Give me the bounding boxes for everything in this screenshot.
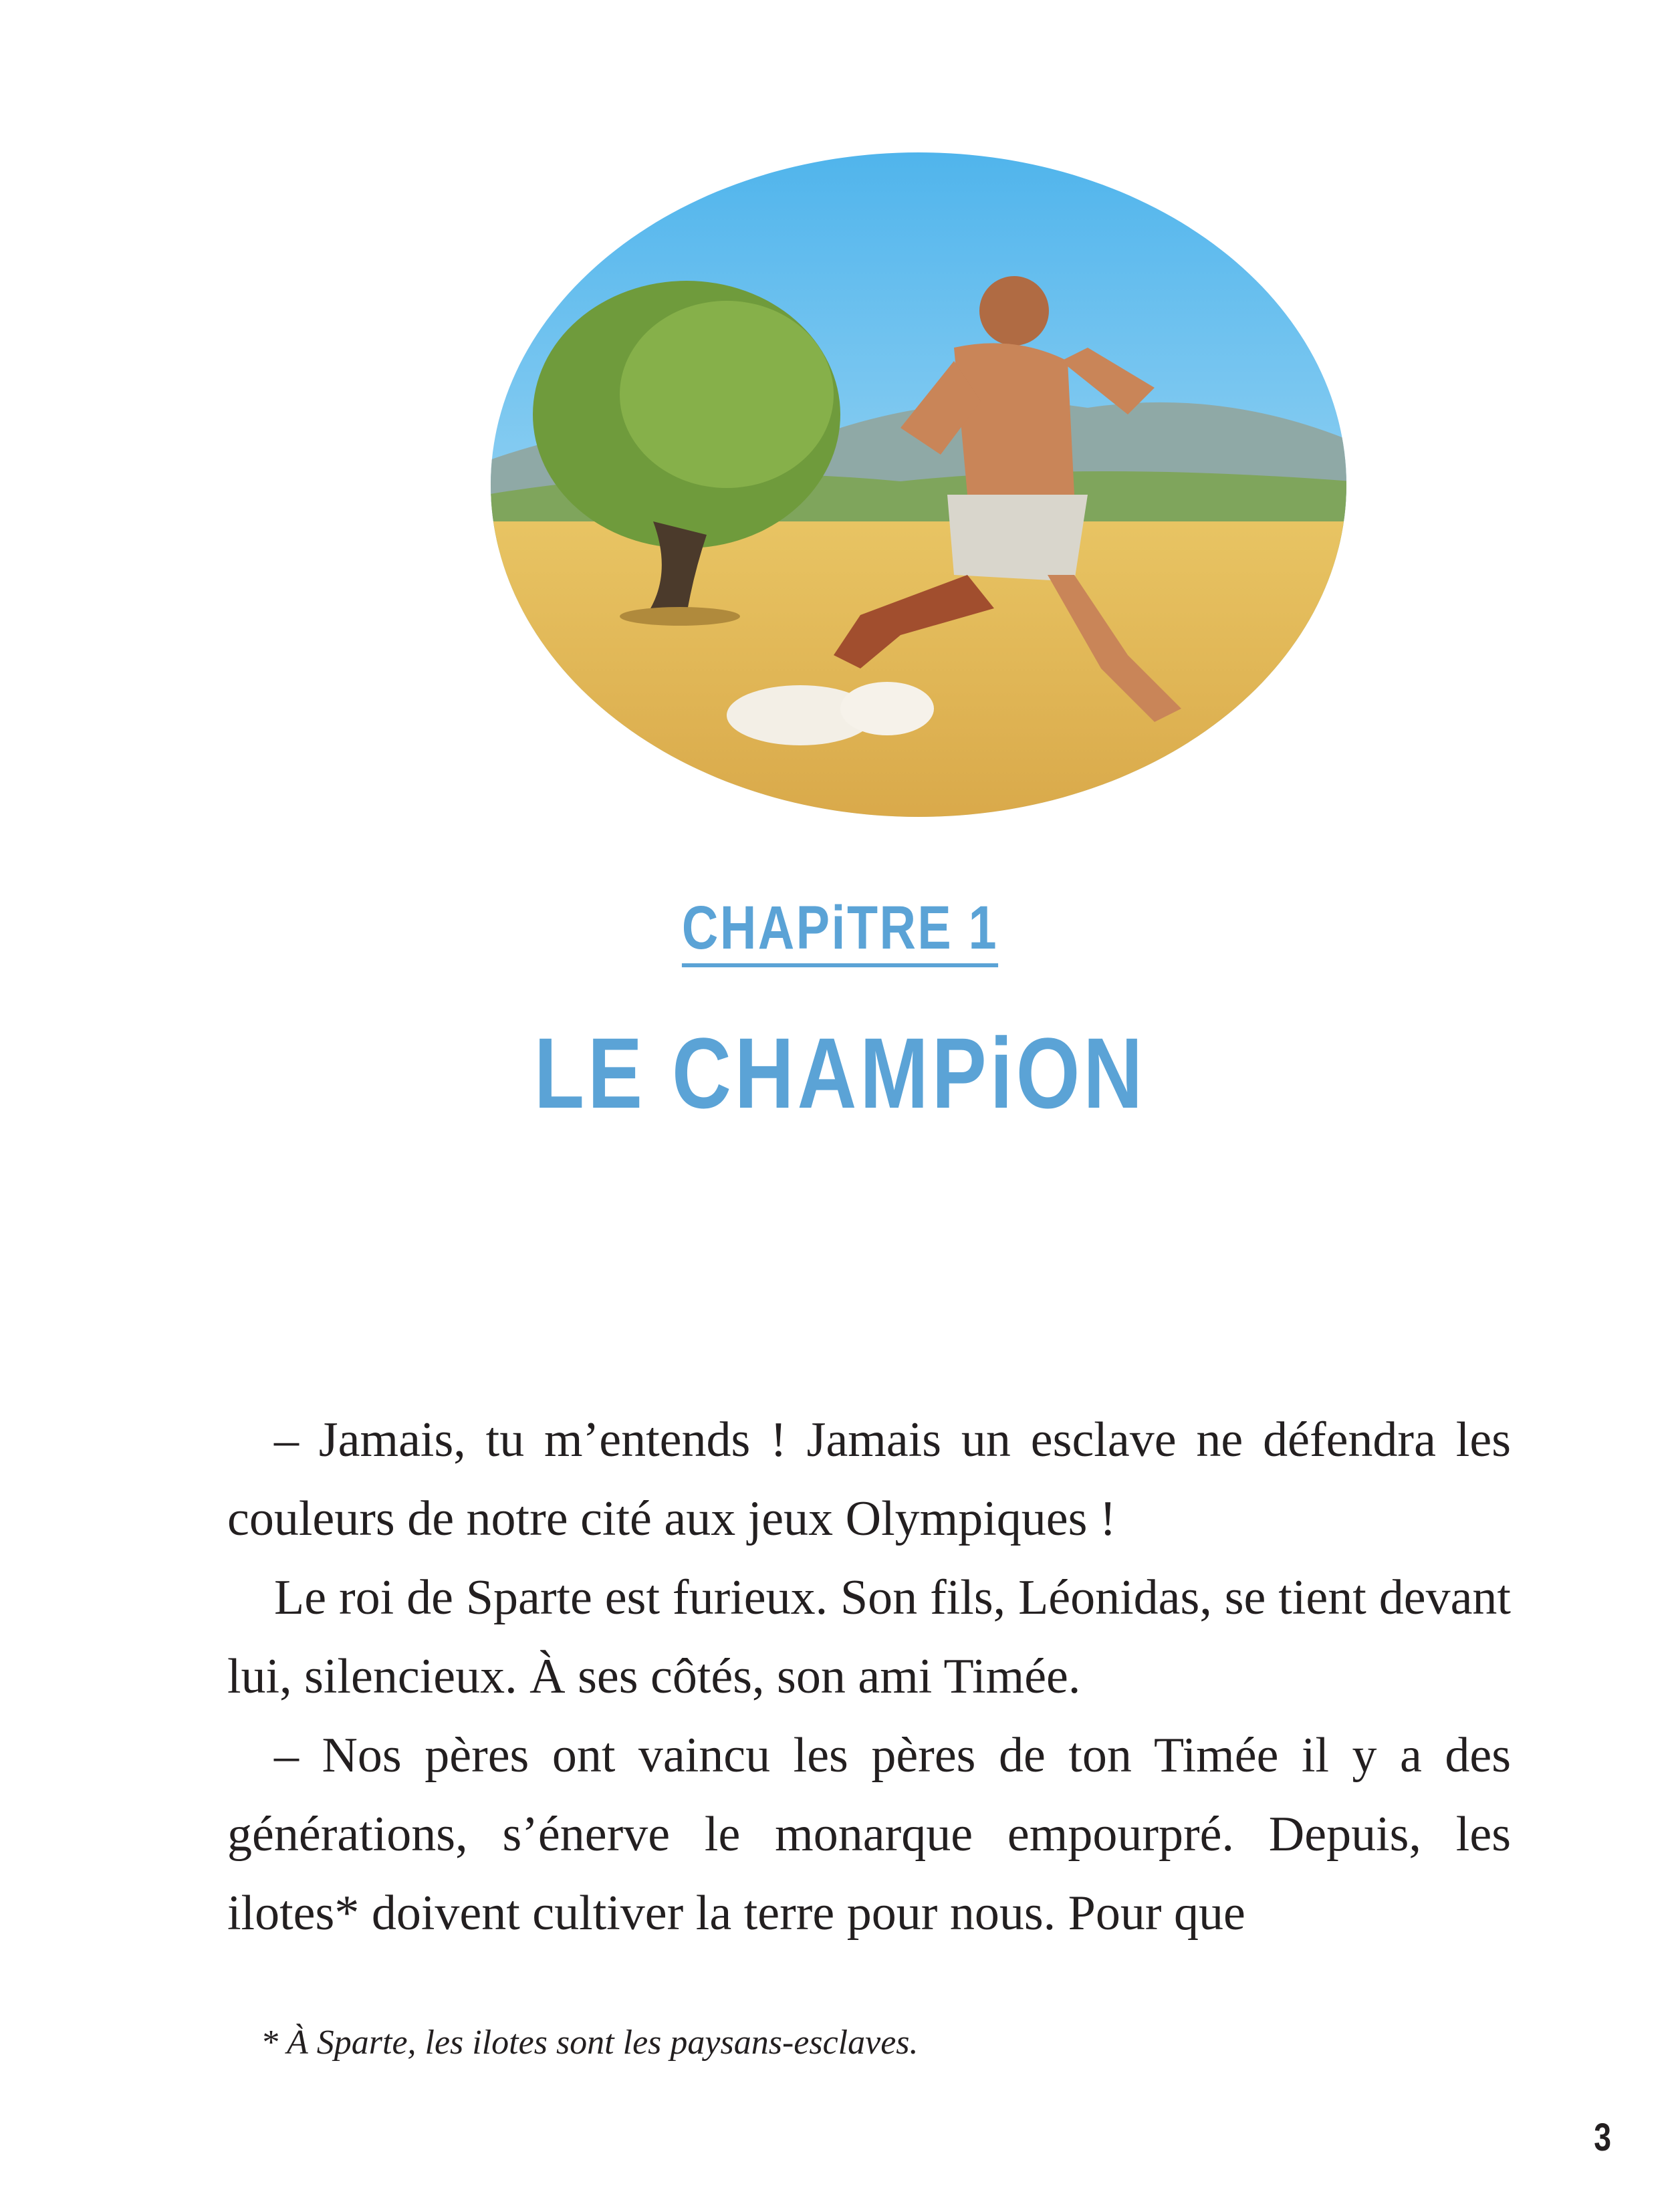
chapter-illustration [486,147,1352,822]
body-text [227,1400,1511,1953]
page-number: 3 [1593,2116,1611,2159]
chapter-label [0,896,1680,967]
runner-in-field-illustration [486,147,1352,822]
chapter-number: CHAPiTRE 1 [682,896,998,967]
paragraph: – Nos pères ont vaincu les pères de ton Timée il y a des générations, s’énerve le monarque empourpré. Depuis, les ilotes* doivent cultiver la terre pour nous. Pour que [227,1728,1511,1941]
paragraph: – Jamais, tu m’entends ! Jamais un esclave ne défendra les couleurs de notre cité aux jeux Olympiques ! [227,1413,1511,1546]
paragraph: Le roi de Sparte est furieux. Son fils, Léonidas, se tient devant lui, silencieux. À ses côtés, son ami Timée. [227,1570,1511,1704]
chapter-title: LE CHAMPiON [533,1017,1147,1129]
footnote: * À Sparte, les ilotes sont les paysans-esclaves. [261,2024,919,2062]
